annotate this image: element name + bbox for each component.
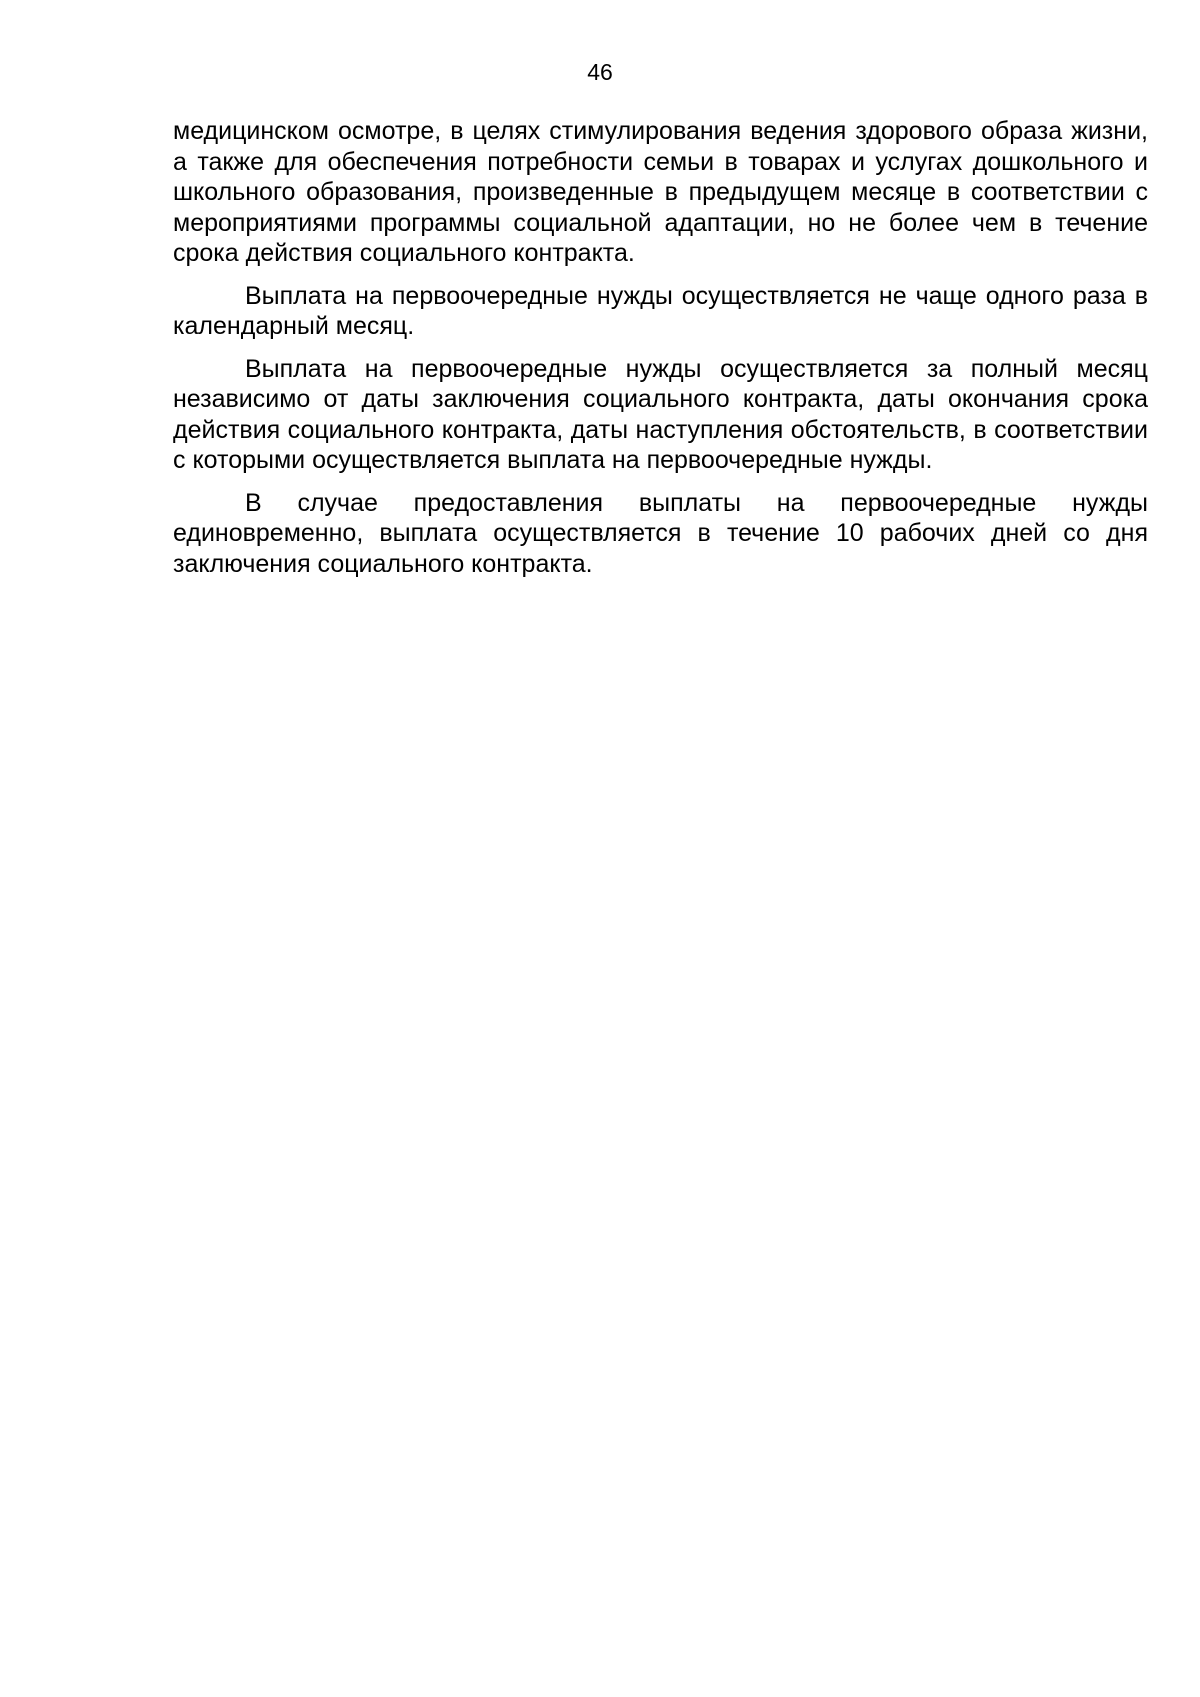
document-body [173, 116, 1148, 591]
paragraph-payment-frequency: Выплата на первоочередные нужды осуществляется не чаще одного раза в календарный месяц. [173, 281, 1148, 340]
paragraph-payment-full-month: Выплата на первоочередные нужды осуществляется за полный месяц независимо от даты заключения социального контракта, даты окончания срока действия социального контракта, даты наступления обстоятельств, в соответствии с которыми осуществляется выплата на первоочередные нужды. [173, 354, 1148, 474]
paragraph-continuation: медицинском осмотре, в целях стимулирования ведения здорового образа жизни, а также для обеспечения потребности семьи в товарах и услугах дошкольного и школьного образования, произведенные в предыдущем месяце в соответствии с мероприятиями программы социальной адаптации, но не более чем в течение срока действия социального контракта. [173, 117, 1148, 267]
paragraph-lump-sum-payment: В случае предоставления выплаты на первоочередные нужды единовременно, выплата осуществляется в течение 10 рабочих дней со дня заключения социального контракта. [173, 488, 1148, 578]
page-number: 46 [587, 59, 613, 85]
